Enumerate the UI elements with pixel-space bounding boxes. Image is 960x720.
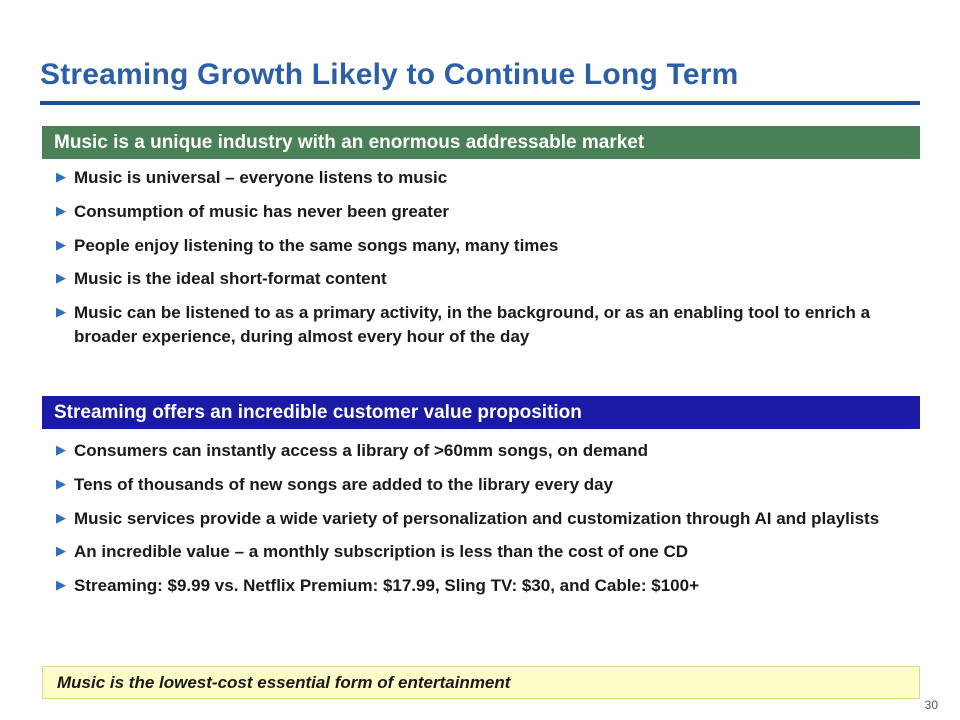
list-item <box>42 166 932 190</box>
section-heading-streaming <box>42 396 920 429</box>
list-item-text: Music can be listened to as a primary activity, in the background, or as an enabling tool to enrich a broader experience, during almost every hour of the day <box>74 303 871 346</box>
page-number: 30 <box>924 698 938 712</box>
list-item <box>42 234 932 258</box>
bullet-triangle-icon: ▶ <box>56 577 66 593</box>
footer-callout <box>42 666 920 699</box>
bullet-triangle-icon: ▶ <box>56 236 66 252</box>
list-item <box>42 507 932 531</box>
list-item <box>42 200 932 224</box>
list-item <box>42 301 932 349</box>
list-item <box>42 574 932 598</box>
list-item-text: Music is the ideal short-format content <box>74 269 387 289</box>
list-item-text: Music is universal – everyone listens to music <box>74 168 448 187</box>
list-item-text: An incredible value – a monthly subscription is less than the cost of one CD <box>74 542 689 562</box>
footer-callout-text: Music is the lowest-cost essential form of entertainment <box>57 672 511 692</box>
list-item <box>42 540 932 564</box>
section-heading-market-label: Music is a unique industry with an enormous addressable market <box>54 131 645 153</box>
section-heading-streaming-label: Streaming offers an incredible customer value proposition <box>54 401 582 423</box>
bullet-triangle-icon: ▶ <box>56 509 66 525</box>
bullet-triangle-icon: ▶ <box>56 202 66 218</box>
bullet-triangle-icon: ▶ <box>56 475 66 491</box>
list-item-text: People enjoy listening to the same songs many, many times <box>74 235 559 255</box>
bullet-triangle-icon: ▶ <box>56 304 66 320</box>
section-heading-market <box>42 126 920 159</box>
bullet-triangle-icon: ▶ <box>56 543 66 559</box>
list-item <box>42 439 932 463</box>
list-item <box>42 473 932 497</box>
page-title: Streaming Growth Likely to Continue Long Term <box>40 58 739 91</box>
list-item-text: Consumption of music has never been greater <box>74 201 450 221</box>
bullet-triangle-icon: ▶ <box>56 442 66 457</box>
bullet-list-streaming <box>42 439 932 608</box>
list-item <box>42 267 932 291</box>
title-underline-rule <box>40 101 920 105</box>
bullet-triangle-icon: ▶ <box>56 270 66 286</box>
list-item-text: Music services provide a wide variety of personalization and customization through AI and playlists <box>74 508 880 528</box>
list-item-text: Streaming: $9.99 vs. Netflix Premium: $17.99, Sling TV: $30, and Cable: $100+ <box>74 576 700 596</box>
bullet-triangle-icon: ▶ <box>56 169 66 184</box>
bullet-list-market <box>42 166 932 359</box>
list-item-text: Tens of thousands of new songs are added to the library every day <box>74 474 614 494</box>
list-item-text: Consumers can instantly access a library of >60mm songs, on demand <box>74 441 648 460</box>
